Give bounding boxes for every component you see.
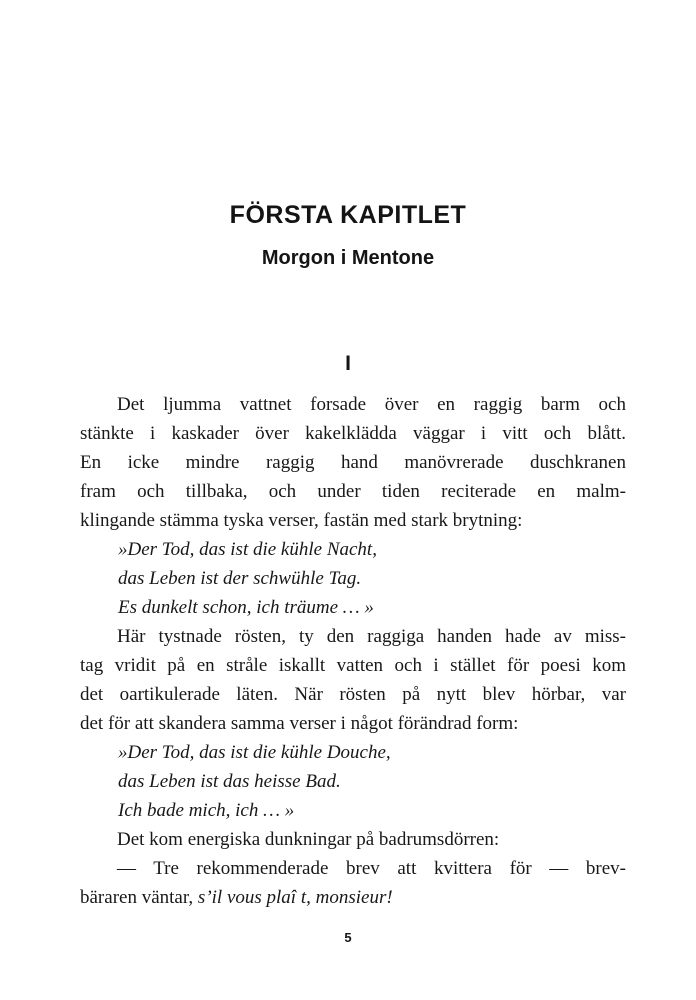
text-line	[80, 854, 626, 883]
verse-line	[80, 767, 626, 796]
paragraph	[80, 390, 626, 535]
verse-block	[80, 535, 626, 622]
text-segment: Här tystnade rösten, ty den raggiga handen hade av miss-	[117, 626, 626, 647]
verse-line	[80, 535, 626, 564]
chapter-title: FÖRSTA KAPITLET	[229, 201, 467, 229]
text-segment: tag vridit på en stråle iskallt vatten och i stället för poesi kom	[80, 655, 626, 676]
text-line	[80, 883, 626, 912]
text-segment: stänkte i kaskader över kakelklädda väggar i vitt och blått.	[80, 423, 626, 444]
text-line	[80, 477, 626, 506]
paragraph	[80, 622, 626, 738]
text-segment: Ich bade mich, ich … »	[118, 800, 295, 821]
text-segment: bäraren väntar,	[80, 887, 198, 908]
text-segment: Det ljumma vattnet forsade över en raggig barm och	[117, 394, 626, 415]
verse-line	[80, 593, 626, 622]
text-segment: das Leben ist der schwühle Tag.	[118, 568, 362, 589]
text-segment: klingande stämma tyska verser, fastän med stark brytning:	[80, 510, 523, 531]
verse-line	[80, 796, 626, 825]
text-segment: das Leben ist das heisse Bad.	[118, 771, 341, 792]
text-segment: »Der Tod, das ist die kühle Nacht,	[118, 539, 377, 560]
text-line	[80, 390, 626, 419]
text-line	[80, 709, 626, 738]
text-line	[80, 419, 626, 448]
text-line	[80, 680, 626, 709]
body-text	[80, 390, 626, 912]
text-segment: Det kom energiska dunkningar på badrumsdörren:	[117, 829, 500, 850]
text-segment: det för att skandera samma verser i något förändrad form:	[80, 713, 519, 734]
text-segment: Es dunkelt schon, ich träume … »	[118, 597, 374, 618]
text-line	[80, 448, 626, 477]
verse-block	[80, 738, 626, 825]
text-line	[80, 651, 626, 680]
text-segment: — Tre rekommenderade brev att kvittera för — brev-	[117, 858, 626, 879]
verse-line	[80, 564, 626, 593]
text-segment: det oartikulerade läten. När rösten på nytt blev hörbar, var	[80, 684, 626, 705]
text-segment: fram och tillbaka, och under tiden reciterade en malm-	[80, 481, 626, 502]
section-number: I	[345, 352, 351, 375]
verse-line	[80, 738, 626, 767]
paragraph	[80, 854, 626, 912]
text-segment: s’il vous plaî t, monsieur!	[197, 887, 393, 908]
text-segment: En icke mindre raggig hand manövrerade duschkranen	[80, 452, 626, 473]
text-line	[80, 506, 626, 535]
page-number: 5	[344, 930, 352, 945]
text-line	[80, 825, 626, 854]
text-segment: »Der Tod, das ist die kühle Douche,	[118, 742, 391, 763]
paragraph	[80, 825, 626, 854]
text-line	[80, 622, 626, 651]
chapter-subtitle: Morgon i Mentone	[261, 247, 435, 269]
